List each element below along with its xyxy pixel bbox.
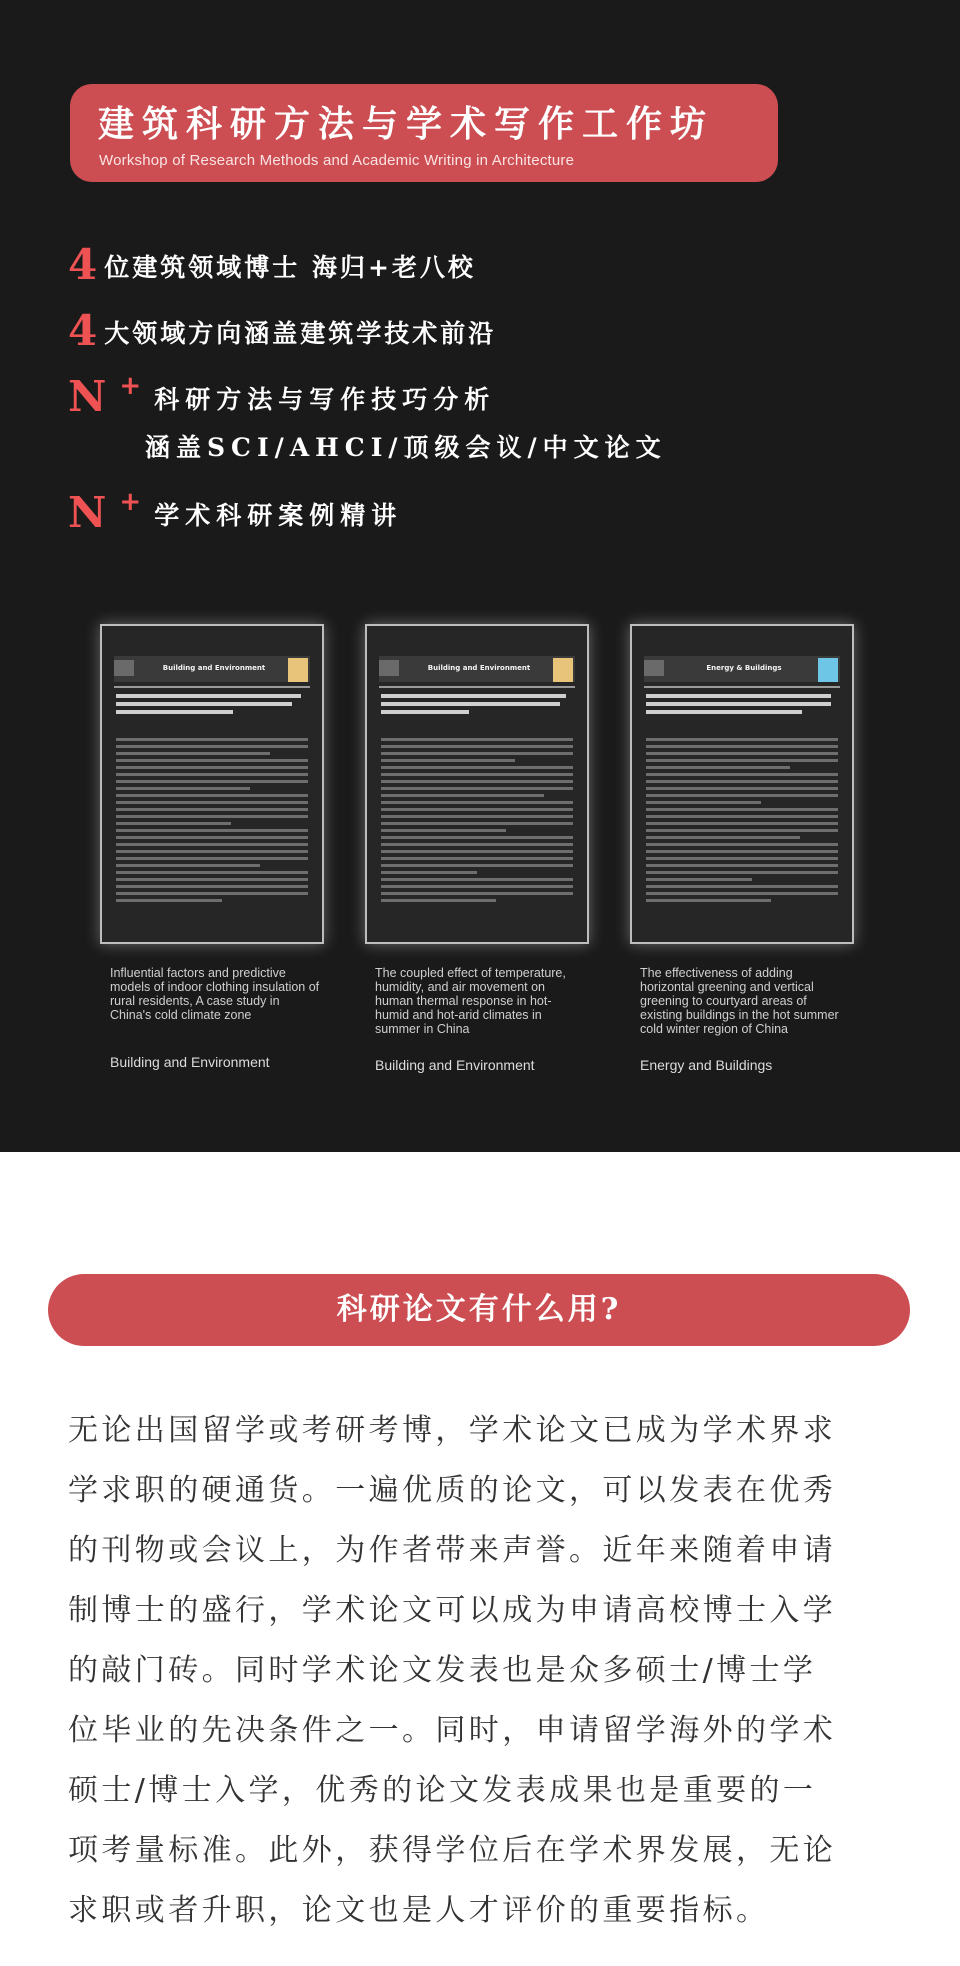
paper-text-lines [116, 738, 308, 906]
highlight-4 [68, 488, 402, 537]
body-line: 的刊物或会议上，为作者带来声誉。近年来随着申请 [68, 1533, 837, 1568]
paper-cover-2 [365, 624, 589, 944]
paper-title-lines [381, 694, 576, 728]
highlight-2-text: 大领域方向涵盖建筑学技术前沿 [104, 319, 497, 348]
highlight-4-plus: + [119, 487, 145, 517]
highlight-3-number: N [68, 372, 110, 421]
paper-1-caption: Influential factors and predictive models of indoor clothing insulation of rural residents, A case study in China's cold climate zone [110, 966, 320, 1022]
paper-title-lines [116, 694, 311, 728]
body-line: 项考量标准。此外，获得学位后在学术界发展，无论 [68, 1833, 837, 1868]
highlight-1 [68, 240, 476, 289]
divider [114, 686, 310, 688]
highlight-1-text: 位建筑领域博士 海归+老八校 [104, 253, 476, 282]
paper-cover-3 [630, 624, 854, 944]
body-line: 的敲门砖。同时学术论文发表也是众多硕士/博士学 [68, 1653, 817, 1688]
section-title: 科研论文有什么用? [48, 1274, 910, 1346]
paper-cover-1 [100, 624, 324, 944]
highlight-2 [68, 306, 496, 355]
body-line: 位毕业的先决条件之一。同时，申请留学海外的学术 [68, 1713, 837, 1748]
paper-3-caption: The effectiveness of adding horizontal greening and vertical greening to courtyard areas of existing buildings in the hot summer cold winter region of China [640, 966, 839, 1036]
paper-text-lines [381, 738, 573, 906]
banner-title: 建筑科研方法与学术写作工作坊 [98, 104, 715, 145]
paper-text-lines [646, 738, 838, 906]
divider [644, 686, 840, 688]
paper-cover-journal: Building and Environment [427, 664, 531, 672]
highlight-4-number: N [68, 488, 110, 537]
body-line: 硕士/博士入学，优秀的论文发表成果也是重要的一 [68, 1773, 817, 1808]
paper-title-lines [646, 694, 841, 728]
highlight-3-plus: + [119, 371, 145, 401]
paper-3-journal: Energy and Buildings [640, 1057, 773, 1073]
highlight-3-continuation: 涵盖SCI/AHCI/顶级会议/中文论文 [145, 433, 667, 462]
workshop-banner [70, 84, 778, 182]
body-paragraph [68, 1401, 898, 1941]
body-line: 求职或者升职，论文也是人才评价的重要指标。 [68, 1893, 770, 1928]
paper-cover-journal: Energy & Buildings [706, 664, 782, 672]
highlight-4-text: 学术科研案例精讲 [154, 501, 403, 530]
highlight-2-number: 4 [68, 306, 101, 355]
body-line: 制博士的盛行，学术论文可以成为申请高校博士入学 [68, 1593, 837, 1628]
paper-1-journal: Building and Environment [110, 1054, 270, 1070]
banner-subtitle: Workshop of Research Methods and Academic Writing in Architecture [99, 152, 575, 169]
divider [379, 686, 575, 688]
body-line: 学求职的硬通货。一遍优质的论文，可以发表在优秀 [68, 1473, 837, 1508]
body-line: 无论出国留学或考研考博，学术论文已成为学术界求 [68, 1413, 837, 1448]
paper-cover-journal: Building and Environment [162, 664, 266, 672]
paper-2-caption: The coupled effect of temperature, humidity, and air movement on human thermal response in hot-humid and hot-arid climates in summer in China [375, 966, 566, 1036]
paper-2-journal: Building and Environment [375, 1057, 535, 1073]
highlight-3-text: 科研方法与写作技巧分析 [154, 385, 496, 414]
highlight-3 [68, 372, 495, 421]
highlight-1-number: 4 [68, 240, 101, 289]
